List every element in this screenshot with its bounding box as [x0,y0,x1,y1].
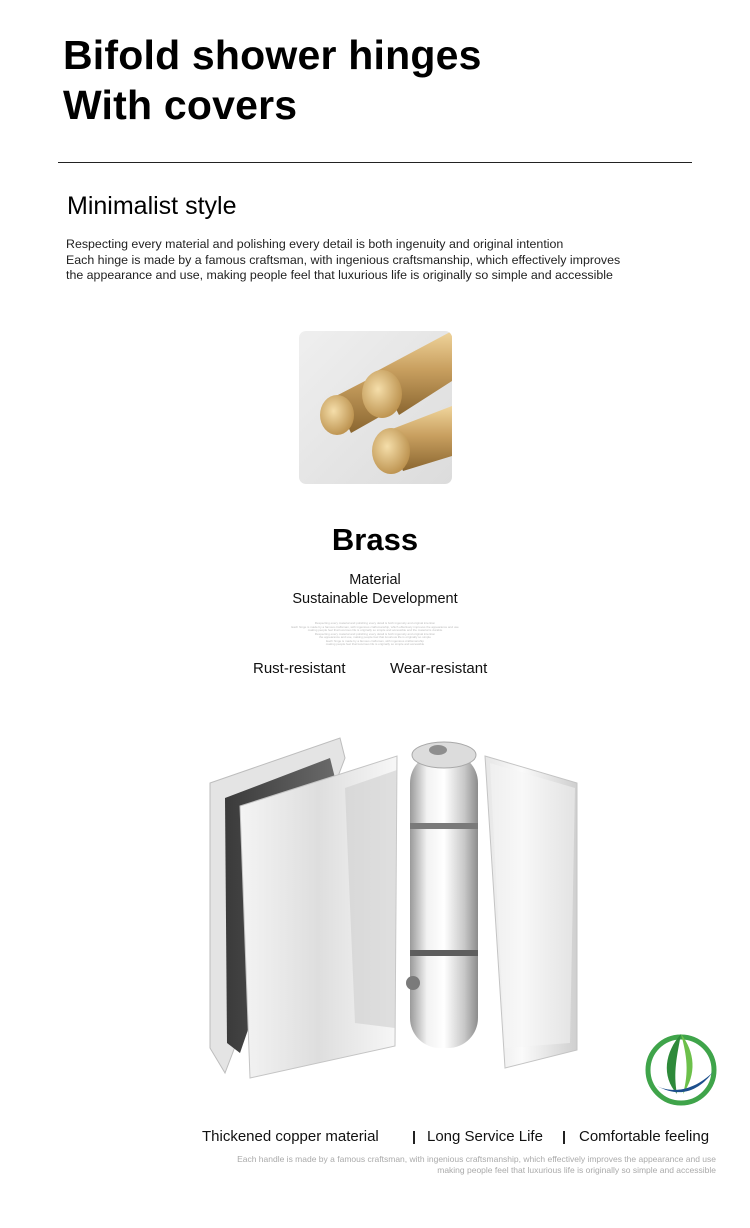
brass-rods-image [299,331,452,484]
section-subtitle: Minimalist style [67,192,237,220]
feature-separator [413,1131,415,1144]
desc-line-2: Each hinge is made by a famous craftsman, with ingenious craftsmanship, which effectively improves [66,252,621,267]
bottom-note-line-2: making people feel that luxurious life is originally so simple and accessible [437,1165,716,1175]
feature-long-service-life: Long Service Life [427,1128,543,1145]
feature-thickened-copper: Thickened copper material [202,1128,379,1145]
header-divider [58,162,692,163]
fine-print [230,622,520,647]
title-line-1: Bifold shower hinges [63,32,482,78]
feature-comfortable-feeling: Comfortable feeling [579,1128,710,1145]
intro-description [66,237,620,284]
property-wear-resistant: Wear-resistant [390,660,488,677]
fine-print-line: making people feel that luxurious life is originally so simple and accessible [325,642,425,646]
fine-print-line: Respecting every material and polishing every detail is both ingenuity and original intention [314,621,436,625]
fine-print-line: Respecting every material and polishing every detail is both ingenuity and original intention [314,631,436,636]
fine-print-line: the appearance and use, making people feel that luxurious life is originally so simple [319,635,431,639]
material-heading: Brass [331,522,419,557]
material-tagline: Sustainable Development [292,591,458,607]
leaf-logo-icon [643,1028,719,1108]
page-title [63,30,482,130]
title-line-2: With covers [63,82,298,128]
material-label: Material [349,572,401,588]
fine-print-line: Each hinge is made by a famous craftsman, with ingenious craftsmanship, which effectively improves the appearance and use [291,624,459,629]
bottom-note-line-1: Each handle is made by a famous craftsman, with ingenious craftsmanship, which effectively improves the appearance and use [237,1154,716,1164]
property-rust-resistant: Rust-resistant [253,660,346,677]
desc-line-3: the appearance and use, making people feel that luxurious life is originally so simple and accessible [66,268,613,282]
glass-hinge-image [205,728,585,1080]
fine-print-line: making people feel that luxurious life is originally so simple and accessible and the material is durable [307,628,443,632]
desc-line-1: Respecting every material and polishing every detail is both ingenuity and original intention [66,237,564,251]
feature-separator [563,1131,565,1144]
fine-print-line: Each hinge is made by a famous craftsman, with ingenious craftsmanship [326,638,424,643]
